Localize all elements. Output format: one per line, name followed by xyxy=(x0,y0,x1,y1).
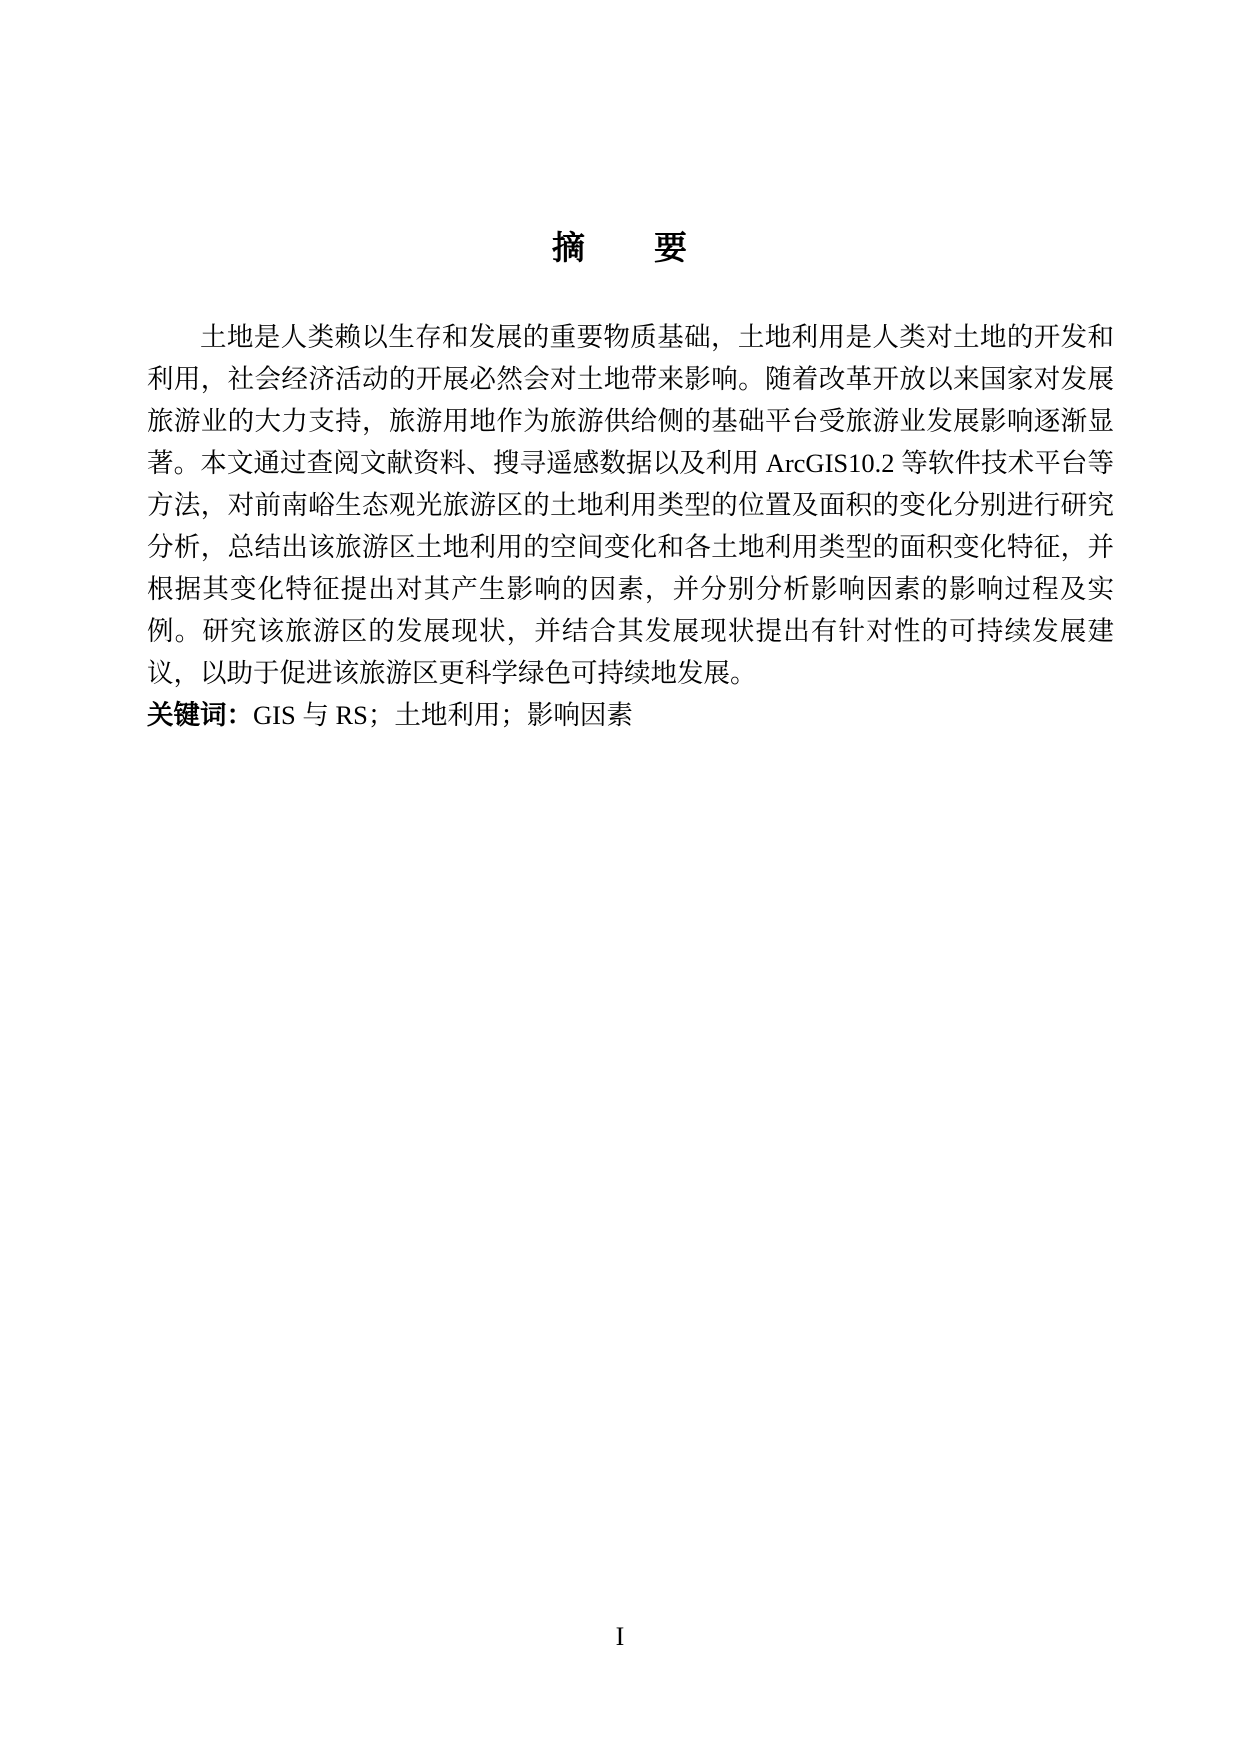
keywords-label: 关键词： xyxy=(147,700,253,730)
page-number: I xyxy=(615,1622,625,1651)
page-title: 摘 要 xyxy=(552,229,688,266)
abstract-paragraph: 土地是人类赖以生存和发展的重要物质基础，土地利用是人类对土地的开发和利用，社会经济活动的开展必然会对土地带来影响。随着改革开放以来国家对发展旅游业的大力支持，旅游用地作为旅游供给侧的基础平台受旅游业发展影响逐渐显著。本文通过查阅文献资料、搜寻遥感数据以及利用 ArcGIS10.2 等软件技术平台等方法，对前南峪生态观光旅游区的土地利用类型的位置及面积的变化分别进行研究分析，总结出该旅游区土地利用的空间变化和各土地利用类型的面积变化特征，并根据其变化特征提出对其产生影响的因素，并分别分析影响因素的影响过程及实例。研究该旅游区的发展现状，并结合其发展现状提出有针对性的可持续发展建议，以助于促进该旅游区更科学绿色可持续地发展。 xyxy=(147,322,1114,688)
abstract-section xyxy=(147,316,1114,736)
keywords-text: GIS 与 RS；土地利用；影响因素 xyxy=(253,700,633,730)
keywords-line xyxy=(147,694,1114,736)
